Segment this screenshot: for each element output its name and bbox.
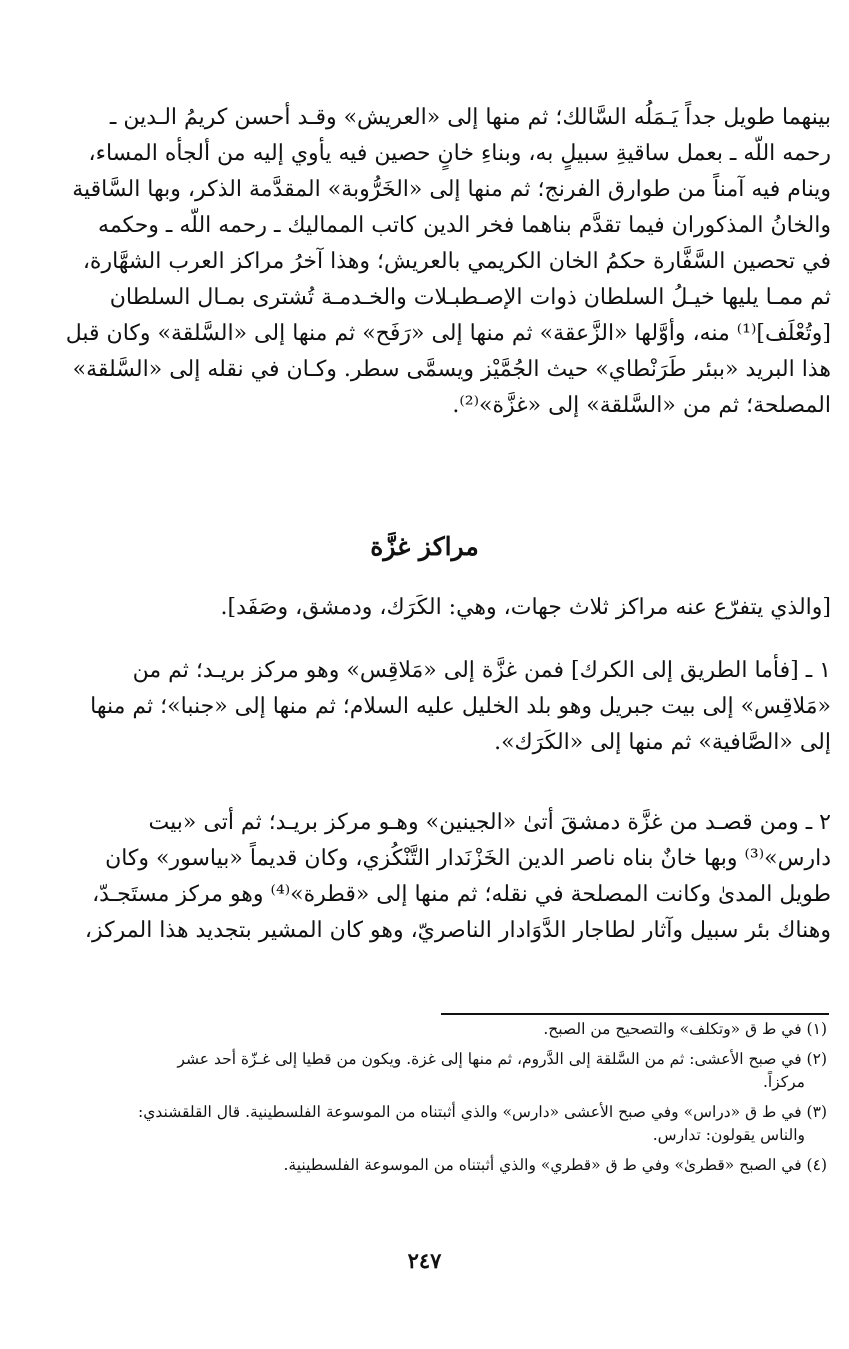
footnote-3: (٣) في ط ق «دراس» وفي صبح الأعشى «دارس» والذي أثبتناه من الموسوعة الفلسطينية. قال القلقشندي:: [138, 1103, 827, 1121]
text-line: وينام فيه آمناً من طوارق الفرنج؛ ثم منها إلى «الخَرُّوبة» المقدَّمة الذكر، وبها السَّاقية: [72, 177, 831, 202]
text-line: ٢ ـ ومن قصـد من غزَّة دمشقَ أتىٰ «الجينين» وهـو مركز بريـد؛ ثم أتى «بيت: [148, 810, 831, 835]
text-line: وهناك بئر سبيل وآثار لطاجار الدَّوَادار الناصريّ، وهو كان المشير بتجديد هذا المركز،: [84, 918, 831, 943]
text-line: بينهما طويل جداً يَـمَلُه السَّالك؛ ثم منها إلى «العريش» وقـد أحسن كريمُ الـدين ـ: [109, 105, 831, 130]
text-line: طويل المدىٰ وكانت المصلحة في نقله؛ ثم منها إلى «قطرة»⁽⁴⁾ وهو مركز مستَجـدّ،: [92, 882, 831, 907]
main-paragraph: [28, 100, 831, 424]
footnote-4: (٤) في الصبح «قطرىٰ» وفي ط ق «قطري» والذي أثبتناه من الموسوعة الفلسطينية.: [283, 1156, 827, 1174]
text-line: ثم ممـا يليها خيـلُ السلطان ذوات الإصـطبـلات والخـدمـة تُشترى بمـال السلطان: [109, 285, 831, 310]
footnotes: [22, 1018, 827, 1177]
section-heading: مراكز غزَّة: [370, 532, 479, 561]
text-line: [والذي يتفرّع عنه مراكز ثلاث جهات، وهي: الكَرَك، ودمشق، وصَفَد].: [220, 595, 831, 620]
footnote-divider: [441, 1013, 829, 1015]
text-line: في تحصين السَّفَّارة حكمُ الخان الكريمي بالعريش؛ وهذا آخرُ مراكز العرب الشهَّارة،: [82, 249, 831, 274]
text-line: إلى «الصَّافية» ثم منها إلى «الكَرَك».: [494, 730, 831, 755]
text-line: دارس»⁽³⁾ وبها خانٌ بناه ناصر الدين الخَزْنَدار التَّنْكُزي، وكان قديماً «بياسور» وكان: [105, 846, 831, 871]
footnote-2-continued: مركزاً.: [762, 1073, 805, 1091]
page-number: ٢٤٧: [407, 1248, 442, 1273]
text-line: ١ ـ [فأما الطريق إلى الكرك] فمن غزَّة إلى «مَلاقِس» وهو مركز بريـد؛ ثم من: [132, 658, 831, 683]
text-line: المصلحة؛ ثم من «السَّلقة» إلى «غزَّة»⁽²⁾.: [452, 393, 831, 418]
text-line: والخانُ المذكوران فيما تقدَّم بناهما فخر الدين كاتب المماليك ـ رحمه اللَّه ـ وحكمه: [98, 213, 831, 238]
karak-route-paragraph: [28, 653, 831, 761]
intro-paragraph: [28, 590, 831, 626]
footnote-3-continued: والناس يقولون: تدارس.: [652, 1126, 805, 1144]
footnote-1: (١) في ط ق «وتكلف» والتصحيح من الصبح.: [543, 1020, 827, 1038]
damascus-route-paragraph: [28, 805, 831, 949]
text-line: رحمه اللَّه ـ بعمل ساقيةِ سبيلٍ به، وبناءِ خانٍ حصين فيه يأوي إليه من ألجأه المساء،: [88, 141, 831, 166]
text-line: [وتُعْلَف]⁽¹⁾ منه، وأوَّلها «الزَّعقة» ثم منها إلى «رَفَح» ثم منها إلى «السَّلقة» وكان قبل: [65, 321, 831, 346]
footnote-2: (٢) في صبح الأعشى: ثم من السَّلقة إلى الدَّروم، ثم منها إلى غزة. ويكون من قطيا إلى غـزّة أحد عشر: [177, 1050, 827, 1068]
text-line: هذا البريد «ببئر طَرَنْطاي» حيث الجُمَّيْز ويسمَّى سطر. وكـان في نقله إلى «السَّلقة»: [72, 357, 831, 382]
text-line: «مَلاقِس» إلى بيت جبريل وهو بلد الخليل عليه السلام؛ ثم منها إلى «جنبا»؛ ثم منها: [90, 694, 831, 719]
